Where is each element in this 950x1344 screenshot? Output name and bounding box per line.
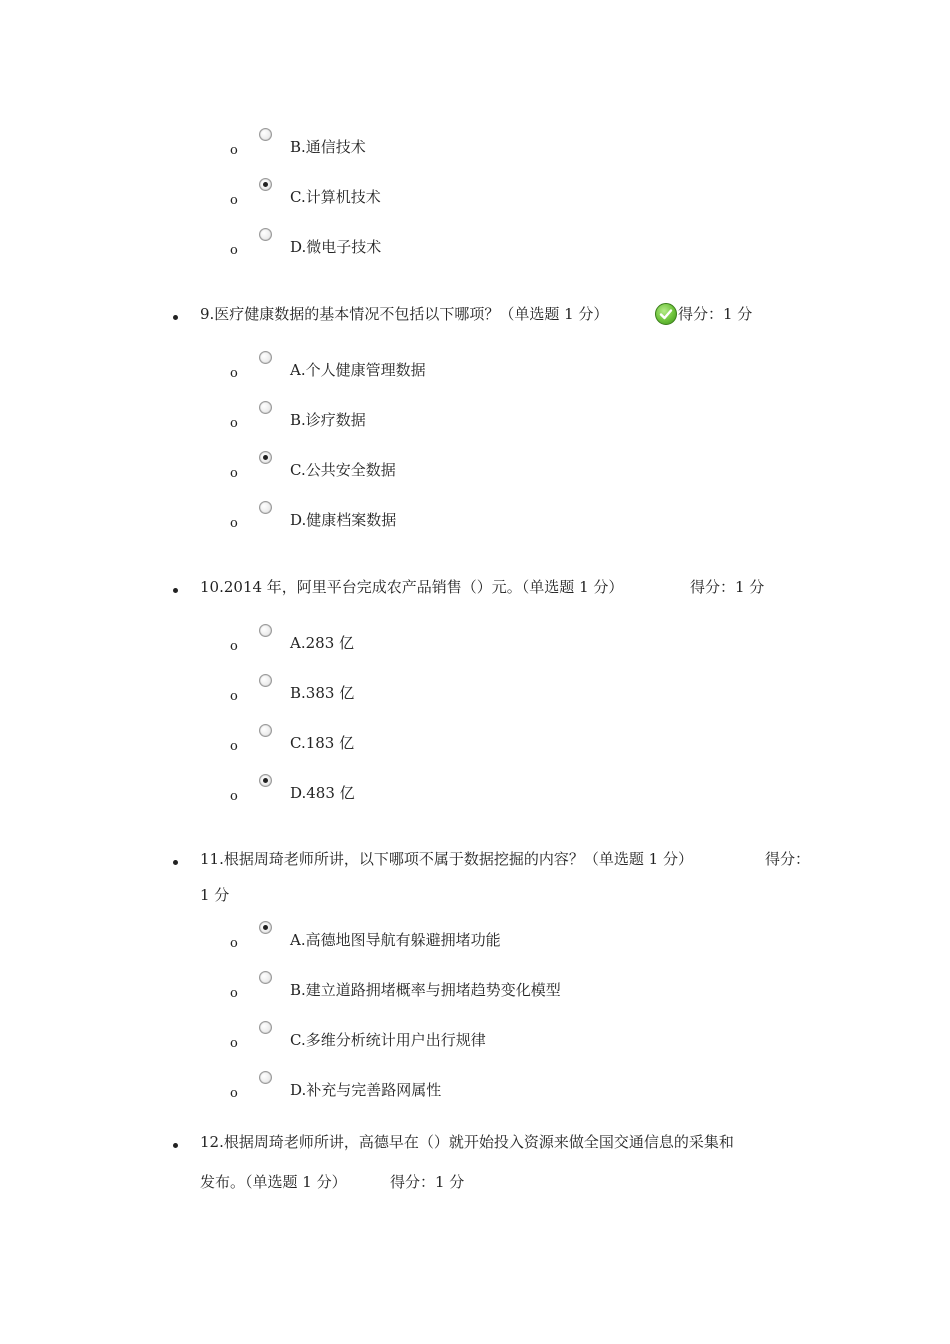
sub-bullet: o [230, 416, 238, 431]
radio-button[interactable] [259, 351, 272, 364]
sub-bullet: o [230, 639, 238, 654]
radio-button[interactable] [259, 501, 272, 514]
sub-bullet: o [230, 466, 238, 481]
radio-button[interactable] [259, 674, 272, 687]
radio-button[interactable] [259, 1021, 272, 1034]
sub-bullet: o [230, 1086, 238, 1101]
bullet [173, 588, 178, 593]
option-label: D.483 亿 [290, 784, 355, 802]
radio-button[interactable] [259, 971, 272, 984]
bullet [173, 860, 178, 865]
sub-bullet: o [230, 986, 238, 1001]
radio-button[interactable] [259, 128, 272, 141]
sub-bullet: o [230, 143, 238, 158]
option-label: B.383 亿 [290, 684, 355, 702]
question-text-line2: 发布。（单选题 1 分） [200, 1173, 347, 1191]
correct-check-icon [655, 303, 677, 325]
bullet [173, 1143, 178, 1148]
sub-bullet: o [230, 243, 238, 258]
sub-bullet: o [230, 689, 238, 704]
bullet [173, 315, 178, 320]
radio-button-selected[interactable] [259, 178, 272, 191]
score-label: 得分： [765, 850, 811, 868]
question-text: 9.医疗健康数据的基本情况不包括以下哪项？（单选题 1 分） [200, 305, 609, 323]
sub-bullet: o [230, 1036, 238, 1051]
question-text: 10.2014 年，阿里平台完成农产品销售（）元。（单选题 1 分） [200, 578, 624, 596]
radio-button[interactable] [259, 1071, 272, 1084]
score-text: 得分：1 分 [390, 1173, 465, 1191]
option-label: C.183 亿 [290, 734, 355, 752]
score-text: 得分：1 分 [690, 578, 765, 596]
radio-button-selected[interactable] [259, 921, 272, 934]
option-label: A.283 亿 [290, 634, 354, 652]
option-label: D.微电子技术 [290, 238, 382, 256]
question-text: 11.根据周琦老师所讲，以下哪项不属于数据挖掘的内容？（单选题 1 分） [200, 850, 693, 868]
option-label: B.通信技术 [290, 138, 366, 156]
radio-button[interactable] [259, 624, 272, 637]
option-label: A.高德地图导航有躲避拥堵功能 [290, 931, 501, 949]
option-label: C.计算机技术 [290, 188, 381, 206]
sub-bullet: o [230, 366, 238, 381]
radio-button[interactable] [259, 228, 272, 241]
radio-button-selected[interactable] [259, 774, 272, 787]
option-label: C.多维分析统计用户出行规律 [290, 1031, 486, 1049]
score-value: 1 分 [200, 886, 230, 904]
radio-button-selected[interactable] [259, 451, 272, 464]
sub-bullet: o [230, 516, 238, 531]
option-label: D.健康档案数据 [290, 511, 397, 529]
sub-bullet: o [230, 936, 238, 951]
question-text-line1: 12.根据周琦老师所讲，高德早在（）就开始投入资源来做全国交通信息的采集和 [200, 1133, 734, 1151]
option-label: B.建立道路拥堵概率与拥堵趋势变化模型 [290, 981, 561, 999]
option-label: D.补充与完善路网属性 [290, 1081, 442, 1099]
sub-bullet: o [230, 789, 238, 804]
option-label: B.诊疗数据 [290, 411, 366, 429]
option-label: C.公共安全数据 [290, 461, 396, 479]
sub-bullet: o [230, 193, 238, 208]
option-label: A.个人健康管理数据 [290, 361, 426, 379]
sub-bullet: o [230, 739, 238, 754]
score-text: 得分：1 分 [678, 305, 753, 323]
radio-button[interactable] [259, 401, 272, 414]
radio-button[interactable] [259, 724, 272, 737]
